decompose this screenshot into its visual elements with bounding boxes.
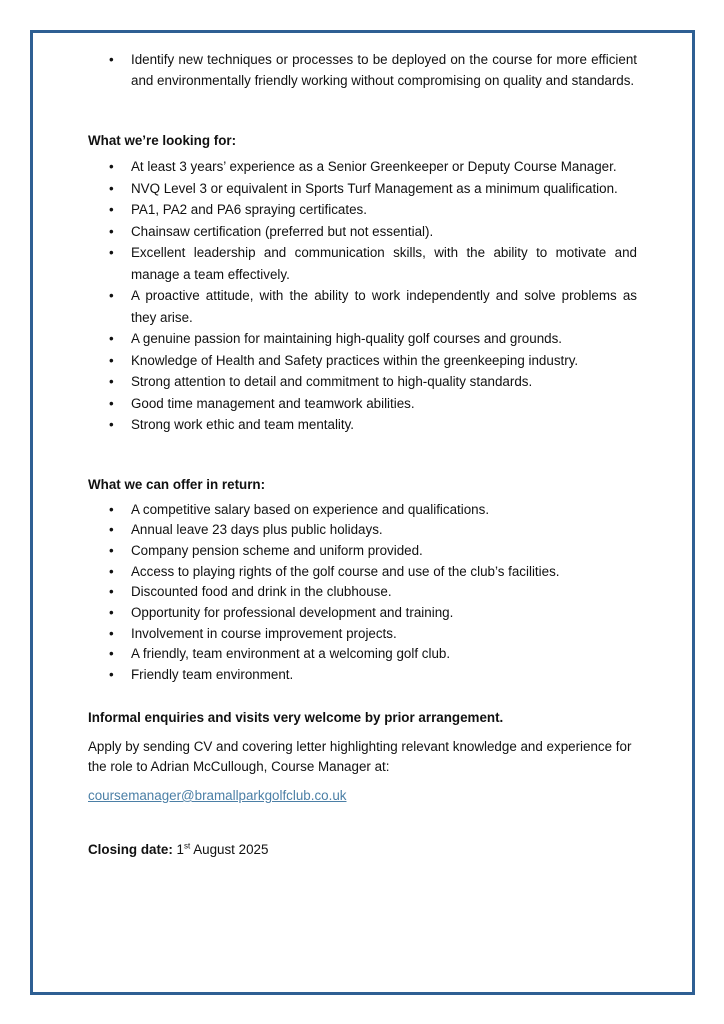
bullet-glyph: • xyxy=(109,180,114,196)
list-item-text: Good time management and teamwork abilities. xyxy=(131,395,415,411)
bullet-glyph: • xyxy=(109,288,114,303)
list-item xyxy=(88,328,637,350)
list-item xyxy=(88,541,637,562)
bullet-glyph: • xyxy=(109,501,114,517)
list-item-text: A friendly, team environment at a welcoming golf club. xyxy=(131,646,451,662)
bullet-glyph: • xyxy=(109,374,114,389)
list-item-text: Knowledge of Health and Safety practices within the greenkeeping industry. xyxy=(131,352,579,368)
list-item xyxy=(88,393,637,415)
closing-date-day: 1 xyxy=(176,841,184,857)
list-item xyxy=(88,242,637,285)
bullet-glyph: • xyxy=(109,395,114,411)
list-item-text: A genuine passion for maintaining high-quality golf courses and grounds. xyxy=(131,331,563,346)
apply-instructions: Apply by sending CV and covering letter highlighting relevant knowledge and experience for the role to Adrian McCullough, Course Manager at: xyxy=(88,738,632,775)
list-item-text: At least 3 years’ experience as a Senior Greenkeeper or Deputy Course Manager. xyxy=(131,159,617,174)
list-item xyxy=(88,285,637,328)
bullet-glyph: • xyxy=(109,331,114,346)
bullet-glyph: • xyxy=(109,223,114,239)
bullet-glyph: • xyxy=(109,522,114,538)
closing-date-label: Closing date: xyxy=(88,841,173,857)
closing-date xyxy=(88,842,637,857)
looking-for-list xyxy=(88,156,637,436)
bullet-glyph: • xyxy=(109,52,114,67)
list-item-text: Strong work ethic and team mentality. xyxy=(131,417,355,432)
bullet-glyph: • xyxy=(109,625,114,641)
bullet-glyph: • xyxy=(109,667,114,683)
closing-date-rest: August 2025 xyxy=(190,841,269,857)
list-item-text: Company pension scheme and uniform provided. xyxy=(131,542,423,558)
list-item xyxy=(88,156,637,178)
section-heading-looking-for: What we’re looking for: xyxy=(88,133,237,148)
list-item xyxy=(88,350,637,372)
list-item-text: Strong attention to detail and commitment to high-quality standards. xyxy=(131,374,533,389)
bullet-glyph: • xyxy=(109,646,114,662)
bullet-glyph: • xyxy=(109,563,114,579)
bullet-glyph: • xyxy=(109,159,114,174)
bullet-glyph: • xyxy=(109,352,114,368)
list-item xyxy=(88,500,637,521)
list-item xyxy=(88,624,637,645)
list-item xyxy=(88,603,637,624)
offer-list xyxy=(88,500,637,686)
list-item-text: Annual leave 23 days plus public holidays. xyxy=(131,522,383,538)
list-item-text: Identify new techniques or processes to be deployed on the course for more efficient and environmentally friendly working without compromising on quality and standards. xyxy=(131,52,637,88)
list-item-text: Excellent leadership and communication skills, with the ability to motivate and manage a team effectively. xyxy=(131,245,637,282)
bullet-glyph: • xyxy=(109,584,114,600)
closing-date-suffix: st xyxy=(184,841,191,851)
list-item xyxy=(88,221,637,243)
list-item-text: Discounted food and drink in the clubhouse. xyxy=(131,584,392,600)
bullet-glyph: • xyxy=(109,605,114,621)
document-body xyxy=(88,50,637,857)
list-item-text: Chainsaw certification (preferred but not essential). xyxy=(131,223,434,239)
list-item xyxy=(88,371,637,393)
bullet-glyph: • xyxy=(109,417,114,432)
list-item xyxy=(88,665,637,686)
list-item xyxy=(88,178,637,200)
intro-bullet-list xyxy=(88,50,637,91)
bullet-glyph: • xyxy=(109,202,114,217)
list-item xyxy=(88,562,637,583)
list-item xyxy=(88,520,637,541)
list-item-text: A competitive salary based on experience and qualifications. xyxy=(131,501,490,517)
list-item-text: Friendly team environment. xyxy=(131,667,294,683)
list-item xyxy=(88,644,637,665)
list-item-text: A proactive attitude, with the ability to work independently and solve problems as they arise. xyxy=(131,288,637,325)
email-link[interactable]: coursemanager@bramallparkgolfclub.co.uk xyxy=(88,787,347,803)
list-item-text: Opportunity for professional development and training. xyxy=(131,605,454,621)
list-item-text: Access to playing rights of the golf course and use of the club’s facilities. xyxy=(131,563,560,579)
list-item xyxy=(88,414,637,436)
list-item xyxy=(88,199,637,221)
section-heading-offer: What we can offer in return: xyxy=(88,476,266,492)
list-item xyxy=(88,50,637,91)
bullet-glyph: • xyxy=(109,245,114,260)
enquiries-note: Informal enquiries and visits very welcome by prior arrangement. xyxy=(88,709,504,725)
bullet-glyph: • xyxy=(109,542,114,558)
list-item xyxy=(88,582,637,603)
list-item-text: Involvement in course improvement projects. xyxy=(131,625,397,641)
list-item-text: PA1, PA2 and PA6 spraying certificates. xyxy=(131,202,367,217)
list-item-text: NVQ Level 3 or equivalent in Sports Turf Management as a minimum qualification. xyxy=(131,180,618,196)
